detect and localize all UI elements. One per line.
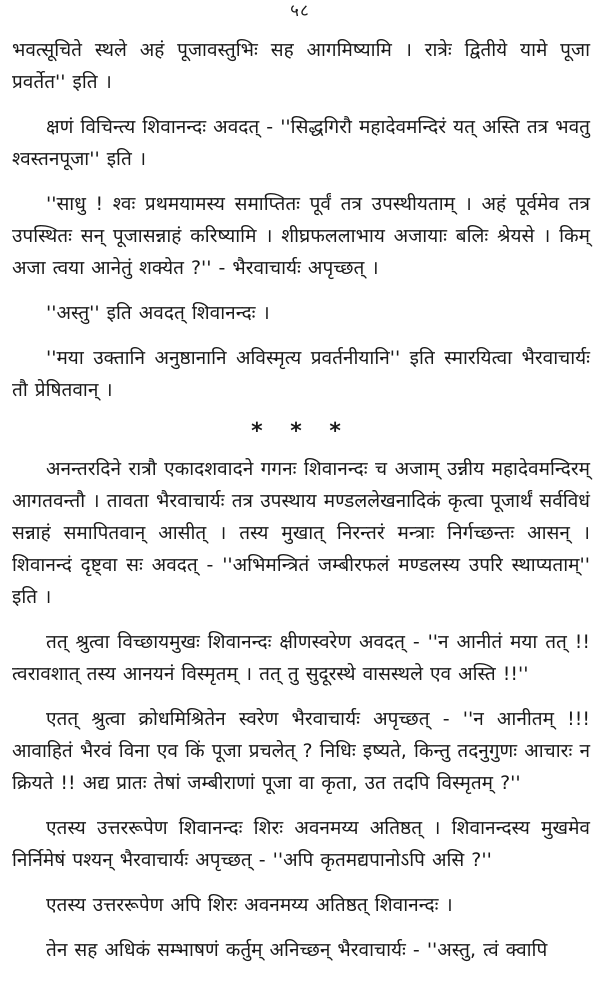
section-separator: * * * — [251, 419, 351, 444]
paragraph-4: ''अस्तु'' इति अवदत् शिवानन्दः । — [46, 302, 270, 324]
body-text — [12, 34, 590, 979]
paragraph-7: तत् श्रुत्वा विच्छायमुखः शिवानन्दः क्षीणस्वरेण अवदत् - ''न आनीतं मया तत् !! त्वरावशात् तस्य आनयनं विस्मृतम् । तत् तु सुदूरस्थे वासस्थले एव अस्ति !!'' — [12, 631, 590, 685]
paragraph-2: क्षणं विचिन्त्य शिवानन्दः अवदत् - ''सिद्धगिरौ महादेवमन्दिरं यत् अस्ति तत्र भवतु श्वस्तनपूजा'' इति । — [12, 116, 590, 170]
paragraph-11: तेन सह अधिकं सम्भाषणं कर्तुम् अनिच्छन् भैरवाचार्यः - ''अस्तु, त्वं क्वापि — [46, 939, 548, 961]
paragraph-3: ''साधु ! श्वः प्रथमयामस्य समाप्तितः पूर्वं तत्र उपस्थीयताम् । अहं पूर्वमेव तत्र उपस्थितः सन् पूजासन्नाहं करिष्यामि । शीघ्रफललाभाय अजायाः बलिः श्रेयसे । किम् अजा त्वया आनेतुं शक्येत ?'' - भैरवाचार्यः अपृच्छत् । — [12, 193, 590, 279]
paragraph-8: एतत् श्रुत्वा क्रोधमिश्रितेन स्वरेण भैरवाचार्यः अपृच्छत् - ''न आनीतम् !!! आवाहितं भैरवं विना एव किं पूजा प्रचलेत् ? निधिः इष्यते, किन्तु तदनुगुणः आचारः न क्रियते !! अद्य प्रातः तेषां जम्बीराणां पूजा वा कृता, उत तदपि विस्मृतम् ?'' — [12, 708, 590, 794]
paragraph-1: भवत्सूचिते स्थले अहं पूजावस्तुभिः सह आगमिष्यामि । रात्रेः द्वितीये यामे पूजा प्रवर्तेत'' इति । — [12, 39, 590, 93]
page-number: ५८ — [290, 1, 310, 21]
paragraph-10: एतस्य उत्तररूपेण अपि शिरः अवनमय्य अतिष्ठत् शिवानन्दः । — [46, 894, 453, 916]
paragraph-6: अनन्तरदिने रात्रौ एकादशवादने गगनः शिवानन्दः च अजाम् उन्नीय महादेवमन्दिरम् आगतवन्तौ । तावता भैरवाचार्यः तत्र उपस्थाय मण्डललेखनादिकं कृत्वा पूजार्थं सर्वविधं सन्नाहं समापितवान् आसीत् । तस्य मुखात् निरन्तरं मन्त्राः निर्गच्छन्तः आसन् । शिवानन्दं दृष्ट्वा सः अवदत् - ''अभिमन्त्रितं जम्बीरफलं मण्डलस्य उपरि स्थाप्यताम्'' इति । — [12, 458, 590, 608]
paragraph-9: एतस्य उत्तररूपेण शिवानन्दः शिरः अवनमय्य अतिष्ठत् । शिवानन्दस्य मुखमेव निर्निमेषं पश्यन् भैरवाचार्यः अपृच्छत् - ''अपि कृतमद्यपानोऽपि असि ?'' — [12, 817, 590, 871]
paragraph-5: ''मया उक्तानि अनुष्ठानानि अविस्मृत्य प्रवर्तनीयानि'' इति स्मारयित्वा भैरवाचार्यः तौ प्रेषितवान् । — [12, 347, 590, 401]
